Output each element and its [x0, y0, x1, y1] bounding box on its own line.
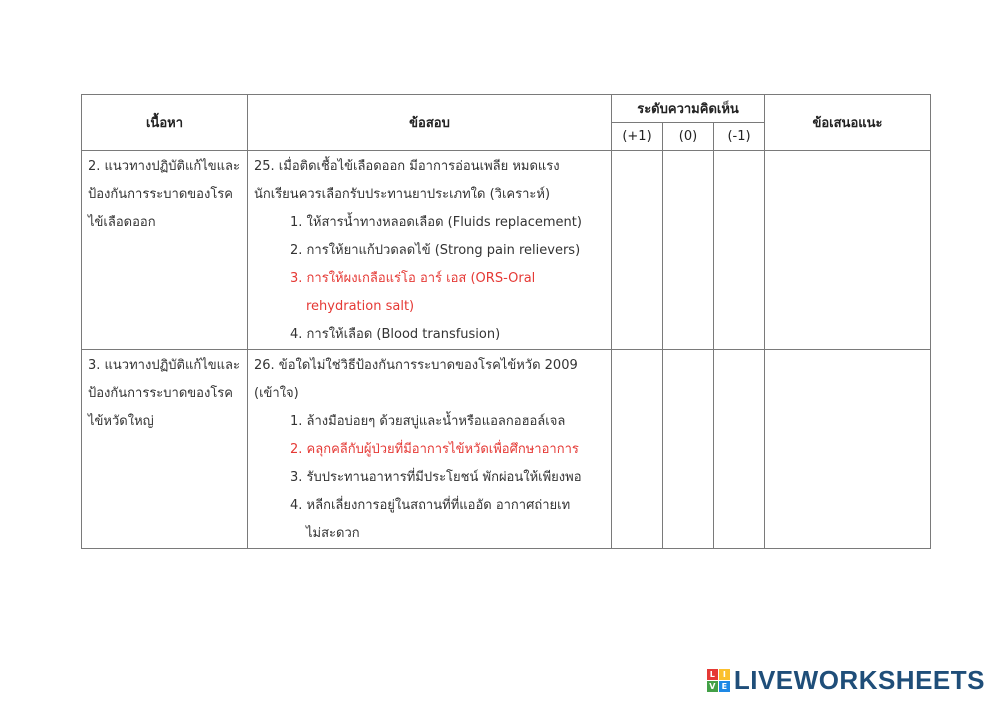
question-text: 25. เมื่อติดเชื้อไข้เลือดออก มีอาการอ่อนเพลีย หมดแรง นักเรียนควรเลือกรับประทานยาประเภทใด (วิเคราะห์) — [254, 159, 560, 202]
header-opinion-level: ระดับความคิดเห็น — [612, 95, 765, 123]
logo-mark-e: E — [719, 681, 730, 692]
rating-zero-cell[interactable] — [663, 350, 714, 549]
content-cell — [82, 151, 248, 350]
header-suggestion: ข้อเสนอแนะ — [765, 95, 931, 151]
option-1: 1. ล้างมือบ่อยๆ ด้วยสบู่และน้ำหรือแอลกอฮอล์เจล — [290, 414, 566, 429]
rating-minus-one-cell[interactable] — [714, 151, 765, 350]
rating-zero-cell[interactable] — [663, 151, 714, 350]
header-content: เนื้อหา — [82, 95, 248, 151]
liveworksheets-logo — [707, 665, 985, 696]
rating-minus-one-cell[interactable] — [714, 350, 765, 549]
option-1: 1. ให้สารน้ำทางหลอดเลือด (Fluids replacement) — [290, 215, 582, 230]
option-2-correct: 2. คลุกคลีกับผู้ป่วยที่มีอาการไข้หวัดเพื่อศึกษาอาการ — [290, 442, 579, 457]
scale-plus-one: (+1) — [612, 123, 663, 151]
option-4-continuation: ไม่สะดวก — [306, 526, 360, 541]
scale-zero: (0) — [663, 123, 714, 151]
rating-plus-one-cell[interactable] — [612, 151, 663, 350]
content-cell — [82, 350, 248, 549]
question-cell — [248, 350, 612, 549]
scale-minus-one: (-1) — [714, 123, 765, 151]
question-text: 26. ข้อใดไม่ใช่วิธีป้องกันการระบาดของโรคไข้หวัด 2009 (เข้าใจ) — [254, 358, 578, 401]
suggestion-cell[interactable] — [765, 151, 931, 350]
logo-mark-icon — [707, 669, 730, 692]
table-row — [82, 350, 931, 549]
suggestion-cell[interactable] — [765, 350, 931, 549]
content-text: 2. แนวทางปฏิบัติแก้ไขและป้องกันการระบาดของโรคไข้เลือดออก — [88, 159, 240, 230]
content-text: 3. แนวทางปฏิบัติแก้ไขและป้องกันการระบาดของโรคไข้หวัดใหญ่ — [88, 358, 240, 429]
evaluation-table — [81, 94, 931, 549]
option-3-correct: 3. การให้ผงเกลือแร่โอ อาร์ เอส (ORS-Oral rehydration salt) — [248, 265, 611, 321]
option-4: 4. การให้เลือด (Blood transfusion) — [290, 327, 501, 342]
question-cell — [248, 151, 612, 350]
header-question: ข้อสอบ — [248, 95, 612, 151]
logo-mark-v: V — [707, 681, 718, 692]
option-3-continuation: rehydration salt) — [306, 299, 415, 314]
table-row — [82, 151, 931, 350]
logo-text: LIVEWORKSHEETS — [733, 665, 985, 695]
logo-mark-l: L — [707, 669, 718, 680]
rating-plus-one-cell[interactable] — [612, 350, 663, 549]
option-4: 4. หลีกเลี่ยงการอยู่ในสถานที่ที่แออัด อากาศถ่ายเท ไม่สะดวก — [248, 492, 611, 548]
logo-mark-i: I — [719, 669, 730, 680]
option-2: 2. การให้ยาแก้ปวดลดไข้ (Strong pain relievers) — [290, 243, 581, 258]
option-3: 3. รับประทานอาหารที่มีประโยชน์ พักผ่อนให้เพียงพอ — [290, 470, 582, 485]
